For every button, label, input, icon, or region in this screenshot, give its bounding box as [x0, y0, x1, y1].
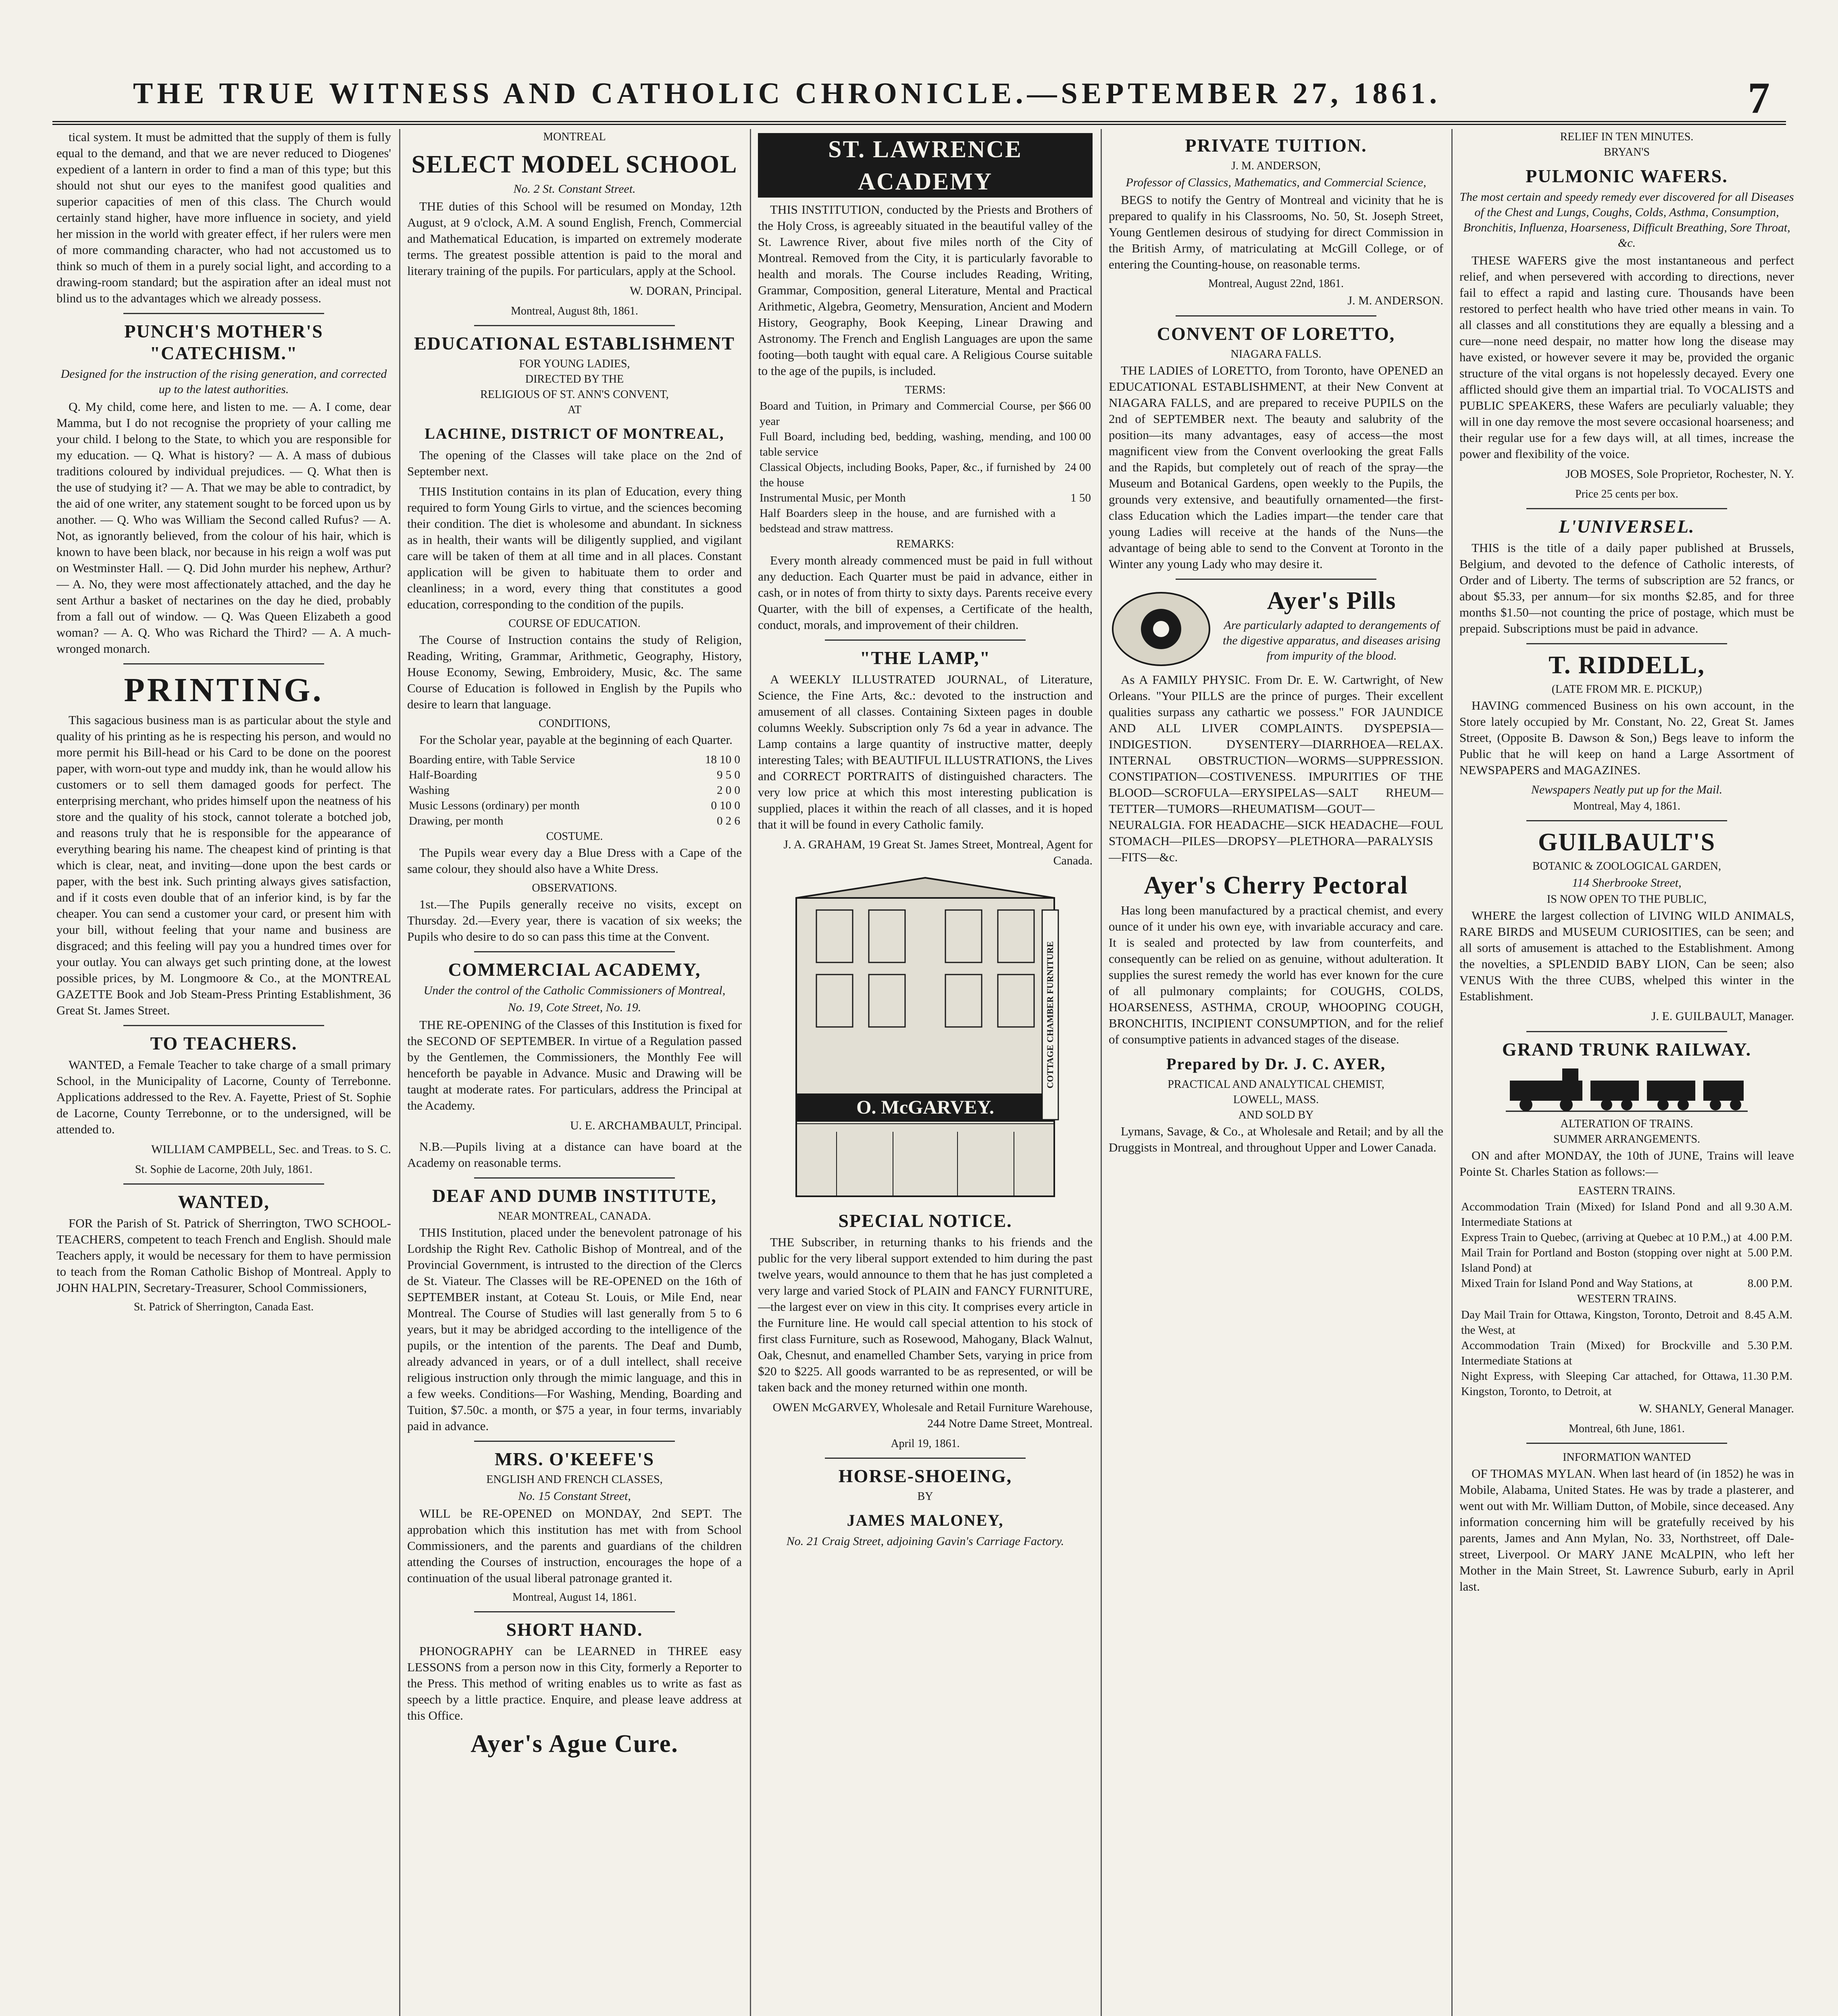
- special-notice-signature: OWEN McGARVEY, Wholesale and Retail Furniture Warehouse, 244 Notre Dame Street, Montreal.: [772, 1401, 1093, 1430]
- table-row: Night Express, with Sleeping Car attached, for Ottawa, Kingston, Toronto, to Detroit, at 11.30 P.M.: [1461, 1370, 1792, 1398]
- riddell-tagline: Newspapers Neatly put up for the Mail.: [1531, 783, 1723, 796]
- eastern-trains-table: [1459, 1199, 1794, 1291]
- special-notice-date: April 19, 1861.: [891, 1437, 960, 1450]
- loretto-subtitle: NIAGARA FALLS.: [1230, 348, 1322, 360]
- table-row: Classical Objects, including Books, Paper, &c., if furnished by the house 24 00: [760, 461, 1091, 489]
- divider: [123, 663, 324, 664]
- teachers-signature: WILLIAM CAMPBELL, Sec. and Treas. to S. C.: [151, 1143, 391, 1156]
- terms-table: [758, 398, 1093, 536]
- sold-by: AND SOLD BY: [1238, 1109, 1314, 1121]
- western-trains-table: [1459, 1307, 1794, 1399]
- catechism-body: Q. My child, come here, and listen to me. — A. I come, dear Mamma, but I do not recognise the propriety of your calling me your child. I belong to the State, to which you are responsible for my education. — Q. What is history? — A. A mass of dubious traditions coloured by individual prejudices. — Q. What then is the use of studying it? — A. That we may be able to contradict, by the aid of one writer, any statement sought to be forced upon us by another. — Q. Who was William the Second called Rufus? — A. Not, as ignorantly believed, from the colour of his hair, which is known to have been black, nor because in his reign a wolf was put on Westminster Hall. — Q. Did John murder his nephew, Arthur? — A. No, they were most affectionately attached, and the day he sent Arthur a basket of nectarines on the day he died, probably from a fall out of window. — Q. Was Queen Elizabeth a good woman? — A. Q. Who was Richard the Third? — A. A much-wronged monarch.: [56, 400, 391, 656]
- divider: [474, 1441, 675, 1442]
- model-school-title: SELECT MODEL SCHOOL: [411, 151, 738, 178]
- divider: [1176, 315, 1376, 317]
- divider: [474, 1177, 675, 1179]
- okeefe-title: MRS. O'KEEFE'S: [494, 1449, 655, 1469]
- universel-title: L'UNIVERSEL.: [1559, 516, 1695, 537]
- bryan-price: Price 25 cents per box.: [1575, 488, 1678, 500]
- edu-sub5: LACHINE, DISTRICT OF MONTREAL,: [425, 425, 724, 442]
- model-school-date: Montreal, August 8th, 1861.: [511, 305, 638, 317]
- table-row: Half-Boarding 9 5 0: [409, 768, 740, 781]
- loretto-title: CONVENT OF LORETTO,: [1157, 323, 1395, 344]
- lamp-signature: J. A. GRAHAM, 19 Great St. James Street, Montreal, Agent for Canada.: [783, 838, 1093, 867]
- pills-emblem-icon: [1109, 589, 1214, 669]
- lamp-body: A WEEKLY ILLUSTRATED JOURNAL, of Literature, Science, the Fine Arts, &c.: devoted to the instruction and amusement of all classes. Containing Sixteen pages in double columns Weekly. Subscription only 7s 6d a year in advance. The Lamp contains a large quantity of instructive matter, deeply interesting Tales; with BEAUTIFUL ILLUSTRATIONS, the Lives and CORRECT PORTRAITS of distinguished characters. The very low price at which this most interesting publication is supplied, places it within the reach of all classes, and it is hoped that it will be found in every Catholic family.: [758, 672, 1093, 831]
- bryan-body: THESE WAFERS give the most instantaneous and perfect relief, and when persevered with according to directions, never fail to effect a rapid and lasting cure. Thousands have been restored to perfect health who have tried other means in vain. To all classes and all constitutions they are equally a blessing and a cure—none need despair, no matter how long the disease may have existed, or however severe it may be, provided the organic structure of the vital organs is not hopelessly decayed. Every one afflicted should give them an impartial trial. To VOCALISTS and PUBLIC SPEAKERS, these Wafers are peculiarly valuable; they will in one day remove the most severe occasional hoarseness; and their regular use for a few days will, at all times, increase the power and flexibility of the voice.: [1459, 253, 1794, 461]
- tuition-role: Professor of Classics, Mathematics, and Commercial Science,: [1126, 176, 1426, 189]
- table-row: Music Lessons (ordinary) per month 0 10 0: [409, 799, 740, 812]
- edu-body: THIS Institution contains in its plan of Education, every thing required to form Young Girls to virtue, and the sciences becoming their condition. The diet is wholesome and abundant. In sickness as in health, their wants will be diligently supplied, and vigilant care will be taken of them at all time and in all places. Constant application will be given to habituate them to order and cleanliness; in a word, every thing that constitutes a good education, corresponding to the condition of the pupils.: [407, 484, 742, 611]
- academy-title: COMMERCIAL ACADEMY,: [448, 959, 701, 980]
- pills-title: Ayer's Pills: [1267, 587, 1397, 614]
- divider: [474, 951, 675, 952]
- observations-title: OBSERVATIONS.: [532, 882, 617, 894]
- okeefe-body: WILL be RE-OPENED on MONDAY, 2nd SEPT. The approbation which this institution has met with from School Commissioners, and the parents and guardians of the children attending the Courses of instruction, encourages the hope of a continuation of the usual liberal patronage granted it.: [407, 1506, 742, 1585]
- horse-shoeing-address: No. 21 Craig Street, adjoining Gavin's Carriage Factory.: [786, 1535, 1064, 1548]
- model-school-address: No. 2 St. Constant Street.: [513, 182, 636, 196]
- shorthand-body: PHONOGRAPHY can be LEARNED in THREE easy LESSONS from a person now in this City, formerly a Reporter to the Press. This method of writing enables us to write as fast as speech by a little practice. Enquire, and please leave address at this Office.: [407, 1644, 742, 1722]
- teachers-place: St. Sophie de Lacorne, 20th July, 1861.: [135, 1163, 312, 1176]
- st-lawrence-title: ST. LAWRENCE ACADEMY: [758, 133, 1093, 198]
- column-rule: [1101, 129, 1102, 2016]
- deaf-title: DEAF AND DUMB INSTITUTE,: [432, 1185, 717, 1206]
- academy-signature: U. E. ARCHAMBAULT, Principal.: [570, 1119, 742, 1132]
- eastern-trains-title: EASTERN TRAINS.: [1578, 1185, 1676, 1197]
- deaf-body: THIS Institution, placed under the benevolent patronage of his Lordship the Right Rev. Catholic Bishop of Montreal, and of the Provincial Government, is intrusted to the direction of the Clercs de St. Viateur. The Classes will be RE-OPENED on the 16th of SEPTEMBER instant, at Coteau St. Louis, or Mile End, near Montreal. The Course of Studies will last generally from 5 to 6 years, but it may be abridged according to the intelligence of the pupils, or the intention of the parents. The Deaf and Dumb, already advanced in years, or of a dull intellect, shall receive religious instruction only through the mimic language, and this in a few weeks. Conditions—For Washing, Mending, Boarding and Tuition, $7.50c. a month, or $75 a year, in four terms, invariably paid in advance.: [407, 1225, 742, 1433]
- teachers-body: WANTED, a Female Teacher to take charge of a small primary School, in the Municipality of Lacorne, County of Terrebonne. Applications addressed to the Rev. A. Fayette, Priest of St. Sophie de Lacorne, County Terrebonne, or to the undersigned, will be attended to.: [56, 1058, 391, 1136]
- edu-sub3: RELIGIOUS OF ST. ANN'S CONVENT,: [480, 388, 669, 401]
- table-row: Day Mail Train for Ottawa, Kingston, Toronto, Detroit and the West, at 8.45 A.M.: [1461, 1308, 1792, 1337]
- bryan-signature: JOB MOSES, Sole Proprietor, Rochester, N. Y.: [1565, 467, 1794, 481]
- table-row: Instrumental Music, per Month 1 50: [760, 492, 1091, 504]
- special-notice-title: SPECIAL NOTICE.: [838, 1210, 1012, 1231]
- divider: [1526, 1443, 1727, 1444]
- conditions-intro: For the Scholar year, payable at the beginning of each Quarter.: [419, 733, 733, 747]
- costume-title: COSTUME.: [546, 830, 603, 843]
- grand-trunk-intro: ON and after MONDAY, the 10th of JUNE, Trains will leave Pointe St. Charles Station as follows:—: [1459, 1148, 1794, 1179]
- riddell-title: T. RIDDELL,: [1549, 652, 1705, 679]
- information-wanted-title: INFORMATION WANTED: [1563, 1451, 1691, 1464]
- store-sign: O. McGARVEY.: [856, 1097, 994, 1118]
- academy-note: N.B.—Pupils living at a distance can have board at the Academy on reasonable terms.: [407, 1139, 742, 1170]
- costume-body: The Pupils wear every day a Blue Dress with a Cape of the same colour, they should also have a White Dress.: [407, 846, 742, 876]
- riddell-body: HAVING commenced Business on his own account, in the Store lately occupied by Mr. Constant, No. 22, Great St. James Street, (Opposite B. Dawson & Son,) Begs leave to inform the Public that he will keep on hand a Large Assortment of NEWSPAPERS and MAGAZINES.: [1459, 698, 1794, 777]
- okeefe-address: No. 15 Constant Street,: [518, 1489, 631, 1503]
- columns: [56, 129, 1794, 2016]
- wanted-title: WANTED,: [178, 1191, 270, 1212]
- guilbault-address: 114 Sherbrooke Street,: [1572, 876, 1682, 889]
- riddell-date: Montreal, May 4, 1861.: [1573, 800, 1680, 812]
- table-row: Express Train to Quebec, (arriving at Quebec at 10 P.M.,) at 4.00 P.M.: [1461, 1231, 1792, 1244]
- bryan-title: BRYAN'S: [1604, 146, 1650, 158]
- wanted-place: St. Patrick of Sherrington, Canada East.: [133, 1301, 314, 1313]
- guilbault-body: WHERE the largest collection of LIVING WILD ANIMALS, RARE BIRDS and MUSEUM CURIOSITIES, can be seen; and all sorts of amusement is attached to the Establishment. Among the novelties, a SPLENDID BABY LION, Can be seen; also VENUS With the three CUBS, whelped this winter in the Establishment.: [1459, 908, 1794, 1003]
- ague-cure-title: Ayer's Ague Cure.: [470, 1730, 679, 1758]
- course-title: COURSE OF EDUCATION.: [508, 617, 641, 630]
- divider: [1526, 1031, 1727, 1032]
- prepared-place: LOWELL, MASS.: [1233, 1093, 1319, 1106]
- column-1: [56, 129, 391, 2016]
- catechism-subtitle: Designed for the instruction of the rising generation, and corrected up to the latest authorities.: [60, 367, 387, 396]
- model-school-body: THE duties of this School will be resumed on Monday, 12th August, at 9 o'clock, A.M. A sound English, French, Commercial and Mathematical Education, is imparted on extremely moderate terms. The greatest possible attention is paid to the moral and literary training of the pupils. For particulars, apply at the School.: [407, 199, 742, 278]
- prepared-subtitle: PRACTICAL AND ANALYTICAL CHEMIST,: [1168, 1078, 1384, 1091]
- table-row: Mail Train for Portland and Boston (stopping over night at Island Pond) at 5.00 P.M.: [1461, 1246, 1792, 1275]
- article-intro: tical system. It must be admitted that the supply of them is fully equal to the demand, and that we are never reduced to Diogenes' expedient of a lantern in order to find a man of this type; but this should not shut our eyes to the manifest good qualities and superior capacities of men of this class. The Church would certainly stand higher, have more influence in society, and yield her mission in the world with greater effect, if her rulers were men of more commanding character, who had not accustomed us to think so much of them in a purely social light, and according to a drawing-room standard; but the aspiration after an ideal must not blind us to the advantages which we already possess.: [56, 130, 391, 305]
- okeefe-subtitle: ENGLISH AND FRENCH CLASSES,: [486, 1473, 663, 1486]
- deaf-subtitle: NEAR MONTREAL, CANADA.: [498, 1210, 651, 1223]
- edu-sub1: FOR YOUNG LADIES,: [519, 358, 630, 370]
- teachers-title: TO TEACHERS.: [150, 1033, 298, 1054]
- model-school-signature: W. DORAN, Principal.: [629, 284, 742, 298]
- divider: [1176, 579, 1376, 580]
- shorthand-title: SHORT HAND.: [506, 1619, 643, 1640]
- grand-trunk-signature: W. SHANLY, General Manager.: [1638, 1402, 1794, 1415]
- western-trains-title: WESTERN TRAINS.: [1577, 1293, 1677, 1305]
- catechism-title: PUNCH'S MOTHER'S "CATECHISM.": [124, 321, 323, 363]
- wanted-body: FOR the Parish of St. Patrick of Sherrington, TWO SCHOOL-TEACHERS, competent to teach French and English. Should male Teachers apply, it would be necessary for them to have permission to teach from the Roman Catholic Bishop of Montreal. Apply to JOHN HALPIN, Secretary-Treasurer, School Commissioners,: [56, 1216, 391, 1295]
- guilbault-signature: J. E. GUILBAULT, Manager.: [1651, 1010, 1794, 1023]
- riddell-subtitle: (LATE FROM MR. E. PICKUP,): [1551, 683, 1702, 696]
- masthead-title: THE TRUE WITNESS AND CATHOLIC CHRONICLE.—SEPTEMBER 27, 1861.: [133, 77, 1441, 110]
- remarks-title: REMARKS:: [896, 538, 954, 550]
- okeefe-date: Montreal, August 14, 1861.: [512, 1591, 637, 1604]
- table-row: Washing 2 0 0: [409, 784, 740, 797]
- divider: [1526, 643, 1727, 644]
- table-row: Half Boarders sleep in the house, and are furnished with a bedstead and straw mattress.: [760, 507, 1056, 535]
- terms-title: TERMS:: [905, 384, 946, 396]
- observations-body: 1st.—The Pupils generally receive no visits, except on Thursday. 2d.—Every year, there is vacation of six weeks; the Pupils who desire to do so can pass this time at the Convent.: [407, 897, 742, 943]
- horse-shoeing-by: BY: [917, 1490, 933, 1503]
- tuition-name: J. M. ANDERSON,: [1231, 160, 1321, 172]
- furniture-store-illustration: [772, 874, 1078, 1204]
- edu-title: EDUCATIONAL ESTABLISHMENT: [414, 333, 735, 354]
- academy-body: THE RE-OPENING of the Classes of this Institution is fixed for the SECOND OF SEPTEMBER. In virtue of a Regulation passed by the Gentlemen, the Commissioners, the Monthly Fee will henceforth be payable in Advance. Music and Drawing will be taught at moderate rates. For particulars, address the Principal at the Academy.: [407, 1018, 742, 1112]
- store-banner: COTTAGE CHAMBER FURNITURE: [1045, 941, 1055, 1089]
- grand-trunk-date: Montreal, 6th June, 1861.: [1569, 1422, 1685, 1435]
- divider: [474, 325, 675, 326]
- table-row: Full Board, including bed, bedding, washing, mending, and table service 100 00: [760, 430, 1091, 458]
- column-rule: [750, 129, 751, 2016]
- column-4: [1109, 129, 1443, 2016]
- remarks-body: Every month already commenced must be paid in full without any deduction. Each Quarter must be paid in advance, either in cash, or in notes of from thirty to sixty days. Parents receive every Quarter, with the bill of expenses, a Certificate of the health, conduct, morals, and improvement of their children.: [758, 553, 1093, 632]
- horse-shoeing-name: JAMES MALONEY,: [847, 1511, 1004, 1529]
- tuition-body: BEGS to notify the Gentry of Montreal and vicinity that he is prepared to qualify in his Classrooms, No. 50, St. Joseph Street, Young Gentlemen desirous of studying for direct Commission in the British Army, of matriculating at McGill College, or of entering the Counting-house, on reasonable terms.: [1109, 193, 1443, 271]
- divider: [1526, 508, 1727, 509]
- academy-subtitle: Under the control of the Catholic Commissioners of Montreal,: [423, 984, 726, 997]
- table-row: Mixed Train for Island Pond and Way Stations, at 8.00 P.M.: [1461, 1277, 1792, 1290]
- conditions-title: CONDITIONS,: [538, 717, 611, 730]
- tuition-title: PRIVATE TUITION.: [1185, 135, 1367, 156]
- lamp-title: "THE LAMP,": [860, 648, 991, 668]
- edu-sub2: DIRECTED BY THE: [525, 373, 624, 385]
- universel-body: THIS is the title of a daily paper published at Brussels, Belgium, and devoted to the defence of Catholic interests, of Order and of Liberty. The terms of subscription are 52 francs, or about $5.33, per annum—for six months $2.85, and for three months $1.50—not counting the price of postage, which must be prepaid. Subscriptions must be paid in advance.: [1459, 541, 1794, 635]
- guilbault-open: IS NOW OPEN TO THE PUBLIC,: [1547, 893, 1707, 906]
- divider: [123, 313, 324, 314]
- table-row: Accommodation Train (Mixed) for Brockville and Intermediate Stations at 5.30 P.M.: [1461, 1339, 1792, 1367]
- model-school-pre: MONTREAL: [543, 131, 606, 143]
- prepared-by: Prepared by Dr. J. C. AYER,: [1166, 1055, 1386, 1073]
- loretto-body: THE LADIES of LORETTO, from Toronto, have OPENED an EDUCATIONAL ESTABLISHMENT, at their New Convent at NIAGARA FALLS, and are prepared to receive PUPILS on the 2nd of SEPTEMBER next. The beauty and salubrity of the position—its many advantages, easy of access—the most magnificent view from the Convent overlooking the great Falls and the Rapids, but completely out of reach of the spray—the Museum and Botanical Gardens, open weekly to the Pupils, the grounds very extensive, and beautifully ornamented—the first-class Education which the Ladies impart—the tender care that young Ladies will receive at the hands of the Nuns—the advantage of being able to send to the Convent at Toronto in the Winter any young Lady who may desire it.: [1109, 363, 1443, 571]
- bryan-subtitle: PULMONIC WAFERS.: [1526, 166, 1728, 186]
- grand-trunk-title: GRAND TRUNK RAILWAY.: [1502, 1039, 1752, 1060]
- column-2: [407, 129, 742, 2016]
- table-row: Drawing, per month 0 2 6: [409, 814, 740, 827]
- st-lawrence-body: THIS INSTITUTION, conducted by the Priests and Brothers of the Holy Cross, is agreeably situated in the beautiful valley of the St. Lawrence River, about five miles north of the City of Montreal. Removed from the City, it is particularly favorable to health and morals. The Course includes Reading, Writing, Grammar, Composition, general Literature, Mental and Practical Arithmetic, Algebra, Geometry, Mensuration, Ancient and Modern History, Geography, Book Keeping, Linear Drawing and Astronomy. The French and English Languages are upon the same footing—both taught with equal care. A Religious Course suitable to the age of the pupils, is included.: [758, 202, 1093, 378]
- special-notice-body: THE Subscriber, in returning thanks to his friends and the public for the very liberal support extended to him during the past twelve years, would announce to them that he has just completed a very large and varied Stock of PLAIN and FANCY FURNITURE,—the largest ever on view in this city. It comprises every article in the Furniture line. He would call special attention to his stock of first class Furniture, such as Rosewood, Mahogany, Black Walnut, Oak, Chesnut, and enamelled Chamber Sets, varying in price from $20 to $225. All goods warranted to be as represented, or will be taken back and the money returned within one month.: [758, 1235, 1093, 1394]
- guilbault-title: GUILBAULT'S: [1538, 829, 1716, 856]
- table-row: Board and Tuition, in Primary and Commercial Course, per year $66 00: [760, 400, 1091, 428]
- tuition-date: Montreal, August 22nd, 1861.: [1208, 277, 1344, 290]
- printing-title: PRINTING.: [124, 671, 324, 709]
- edu-sub4: AT: [567, 404, 582, 416]
- column-rule: [1451, 129, 1453, 2016]
- pills-body: As A FAMILY PHYSIC. From Dr. E. W. Cartwright, of New Orleans. "Your PILLS are the prince of purges. Their excellent qualities surpass any cathartic we possess." FOR JAUNDICE AND ALL LIVER COMPLAINTS. DYSPEPSIA—INDIGESTION. DYSENTERY—DIARRHOEA—RELAX. INTERNAL OBSTRUCTION—WORMS—SUPPRESSION. CONSTIPATION—COSTIVENESS. IMPURITIES OF THE BLOOD—SCROFULA—ERYSIPELAS—SALT RHEUM—TETTER—TUMORS—RHEUMATISM—GOUT—NEURALGIA. FOR HEADACHE—SICK HEADACHE—FOUL STOMACH—PILES—DROPSY—PLETHORA—PARALYSIS—FITS—&c.: [1109, 673, 1443, 864]
- divider: [1526, 820, 1727, 821]
- table-row: Accommodation Train (Mixed) for Island Pond and all Intermediate Stations at 9.30 A.M.: [1461, 1200, 1792, 1229]
- academy-address: No. 19, Cote Street, No. 19.: [508, 1001, 641, 1014]
- course-body: The Course of Instruction contains the study of Religion, Reading, Writing, Grammar, Arithmetic, Geography, History, House Economy, Sewing, Embroidery, Music, &c. The same Course of Education is followed in English by the Pupils who desire to learn that language.: [407, 633, 742, 711]
- column-3: [758, 129, 1093, 2016]
- pills-subtitle: Are particularly adapted to derangements of the digestive apparatus, and diseases arising from impurity of the blood.: [1223, 619, 1440, 662]
- divider: [123, 1183, 324, 1185]
- masthead: [52, 60, 1786, 125]
- grand-trunk-summer: SUMMER ARRANGEMENTS.: [1553, 1133, 1701, 1145]
- pectoral-body: Has long been manufactured by a practical chemist, and every ounce of it under his own eye, with invariable accuracy and care. It is sealed and protected by law from counterfeits, and consequently can be relied on as genuine, without adulteration. It supplies the surest remedy the world has ever known for the cure of all pulmonary complaints; for COUGHS, COLDS, HOARSENESS, ASTHMA, CROUP, WHOOPING COUGH, BRONCHITIS, INCIPIENT CONSUMPTION, and for the relief of consumptive patients in advanced stages of the disease.: [1109, 903, 1443, 1046]
- divider: [825, 639, 1026, 641]
- pectoral-title: Ayer's Cherry Pectoral: [1144, 872, 1408, 899]
- bryan-tagline: The most certain and speedy remedy ever discovered for all Diseases of the Chest and Lungs, Coughs, Colds, Asthma, Consumption, Bronchitis, Influenza, Hoarseness, Difficult Breathing, Sore Throat, &c.: [1459, 190, 1794, 250]
- horse-shoeing-title: HORSE-SHOEING,: [838, 1466, 1012, 1486]
- page-number: 7: [1748, 73, 1770, 123]
- sold-by-agents: Lymans, Savage, & Co., at Wholesale and Retail; and by all the Druggists in Montreal, and throughout Upper and Lower Canada.: [1109, 1124, 1443, 1154]
- relief-title: RELIEF IN TEN MINUTES.: [1560, 131, 1694, 143]
- table-row: Boarding entire, with Table Service 18 10 0: [409, 753, 740, 766]
- conditions-table: [407, 752, 742, 829]
- divider: [123, 1025, 324, 1026]
- column-5: [1459, 129, 1794, 2016]
- information-wanted-body: OF THOMAS MYLAN. When last heard of (in 1852) he was in Mobile, Alabama, United States. He was by trade a plasterer, and went out with Mr. William Dutton, of Mobile, since deceased. Any information concerning him will be gratefully received by his parents, James and Ann Mylan, No. 33, Northstreet, off Dale-street, Liverpool. Or MARY JANE McALPIN, who left her Mother in the Main Street, St. Lawrence Suburb, early in April last.: [1459, 1466, 1794, 1593]
- guilbault-subtitle: BOTANIC & ZOOLOGICAL GARDEN,: [1532, 860, 1721, 873]
- divider: [825, 1458, 1026, 1459]
- printing-body: This sagacious business man is as particular about the style and quality of his printing as he is respecting his person, and would no more permit his Bill-head or his Card to be done on the poorest paper, with worn-out type and muddy ink, than he would allow his customers or to sell them damaged goods for perfect. The enterprising merchant, who prides himself upon the neatness of his store and the quality of his stock, cannot tolerate a botched job, and reasons truly that he is responsible for the appearance of everything bearing his name. The cheapest kind of printing is that which is clear, neat, and inviting—done upon the best cards or paper, with the best ink. Such printing always gives satisfaction, and if it costs even double that of an inferior kind, is by far the cheaper. You can send a customer your card, or present him with your bill, without feeling that your name and business are disgraced; and this feeling will pay you a hundred times over for your outlay. You can always get such printing done, at the lowest possible prices, by M. Longmoore & Co., at the MONTREAL GAZETTE Book and Job Steam-Press Printing Establishment, 36 Great St. James Street.: [56, 713, 391, 1017]
- divider: [474, 1611, 675, 1612]
- locomotive-icon: [1502, 1064, 1752, 1113]
- edu-open: The opening of the Classes will take place on the 2nd of September next.: [407, 448, 742, 478]
- tuition-signature: J. M. ANDERSON.: [1347, 294, 1443, 307]
- grand-trunk-subtitle: ALTERATION OF TRAINS.: [1560, 1118, 1693, 1130]
- column-rule: [399, 129, 400, 2016]
